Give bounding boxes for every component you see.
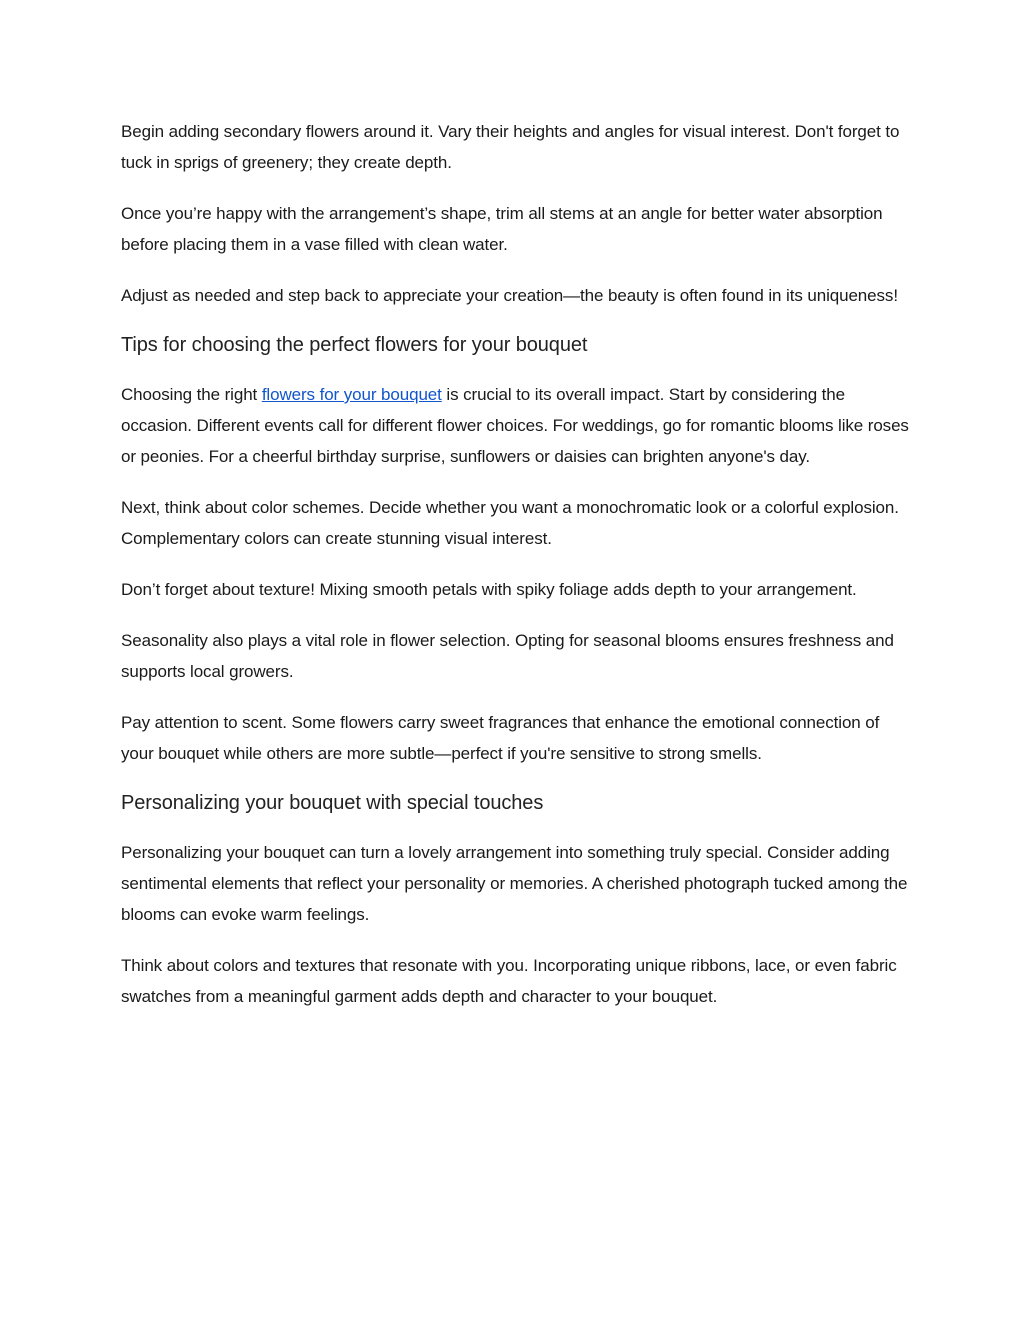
- paragraph-trim-stems: Once you’re happy with the arrangement’s shape, trim all stems at an angle for better water absorption before placing them in a vase filled with clean water.: [121, 204, 883, 254]
- paragraph-personalizing-intro: Personalizing your bouquet can turn a lovely arrangement into something truly special. Consider adding sentimental elements that reflect your personality or memories. A cherished photograph tucked among the blooms can evoke warm feelings.: [121, 843, 908, 924]
- paragraph-seasonality: Seasonality also plays a vital role in flower selection. Opting for seasonal blooms ensures freshness and supports local growers.: [121, 631, 894, 681]
- choosing-text-after-link: is crucial to its overall impact. Start by considering the occasion. Different events call for different flower choices. For weddings, go for romantic blooms like roses or peonies. For a cheerful birthday surprise, sunflowers or daisies can brighten anyone's day.: [121, 385, 909, 466]
- paragraph-choosing-right: [121, 379, 911, 472]
- paragraph-secondary-flowers: Begin adding secondary flowers around it. Vary their heights and angles for visual interest. Don't forget to tuck in sprigs of greenery; they create depth.: [121, 122, 900, 172]
- paragraph-scent: Pay attention to scent. Some flowers carry sweet fragrances that enhance the emotional connection of your bouquet while others are more subtle—perfect if you're sensitive to strong smells.: [121, 713, 880, 763]
- flowers-for-bouquet-link[interactable]: flowers for your bouquet: [261, 385, 442, 404]
- paragraph-color-schemes: Next, think about color schemes. Decide whether you want a monochromatic look or a colorful explosion. Complementary colors can create stunning visual interest.: [121, 498, 899, 548]
- heading-personalizing: Personalizing your bouquet with special touches: [121, 792, 544, 814]
- paragraph-texture: Don’t forget about texture! Mixing smooth petals with spiky foliage adds depth to your arrangement.: [121, 580, 857, 599]
- choosing-text-before-link: Choosing the right: [121, 385, 262, 404]
- heading-tips: Tips for choosing the perfect flowers for your bouquet: [121, 334, 588, 356]
- document-page: [121, 116, 911, 1032]
- paragraph-adjust: Adjust as needed and step back to appreciate your creation—the beauty is often found in its uniqueness!: [121, 286, 898, 305]
- paragraph-colors-textures: Think about colors and textures that resonate with you. Incorporating unique ribbons, lace, or even fabric swatches from a meaningful garment adds depth and character to your bouquet.: [121, 956, 897, 1006]
